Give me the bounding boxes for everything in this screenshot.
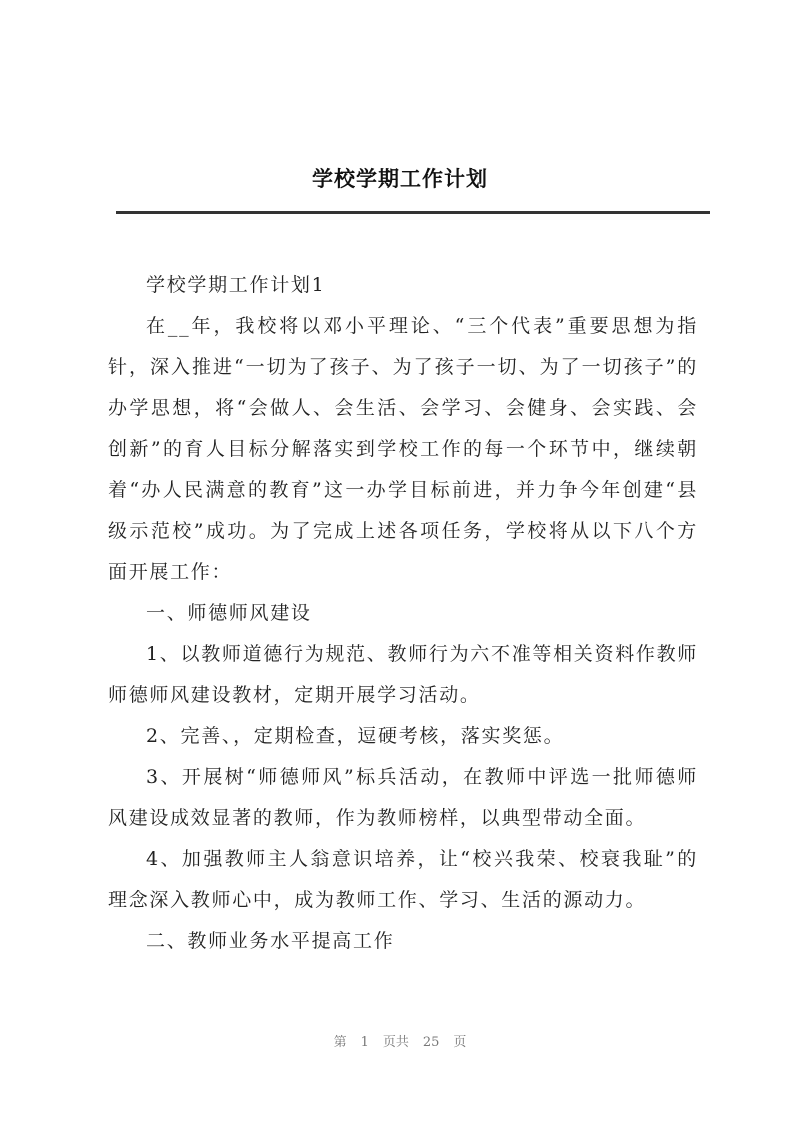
footer-current-page: 1 [360, 1035, 369, 1050]
page-footer [0, 1031, 800, 1050]
paragraph-item-4: 4、加强教师主人翁意识培养，让“校兴我荣、校衰我耻”的理念深入教师心中，成为教师工作、学习、生活的源动力。 [108, 848, 698, 911]
paragraph-item-1: 1、以教师道德行为规范、教师行为六不准等相关资料作教师师德师风建设教材，定期开展学习活动。 [108, 643, 698, 706]
paragraph-item-3: 3、开展树“师德师风”标兵活动，在教师中评选一批师德师风建设成效显著的教师，作为教师榜样，以典型带动全面。 [108, 766, 698, 829]
document-body [108, 265, 698, 962]
document-title: 学校学期工作计划 [312, 166, 488, 191]
footer-label-page: 第 [333, 1035, 347, 1050]
paragraph-heading-plan-1: 学校学期工作计划1 [146, 274, 326, 296]
paragraph-item-2: 2、完善、，定期检查，逗硬考核，落实奖惩。 [146, 725, 565, 747]
section-heading-ethics: 一、师德师风建设 [146, 602, 312, 624]
footer-label-of: 页共 [382, 1035, 409, 1050]
footer-total-pages: 25 [422, 1035, 440, 1050]
paragraph-intro: 在__年，我校将以邓小平理论、“三个代表”重要思想为指针，深入推进“一切为了孩子、为了孩子一切、为了一切孩子”的办学思想，将“会做人、会生活、会学习、会健身、会实践、会创新”的育人目标分解落实到学校工作的每一个环节中，继续朝着“办人民满意的教育”这一办学目标前进，并力争今年创建“县级示范校”成功。为了完成上述各项任务，学校将从以下八个方面开展工作： [108, 315, 698, 583]
title-divider [116, 211, 710, 214]
footer-label-end: 页 [453, 1035, 467, 1050]
section-heading-skills: 二、教师业务水平提高工作 [146, 930, 395, 952]
